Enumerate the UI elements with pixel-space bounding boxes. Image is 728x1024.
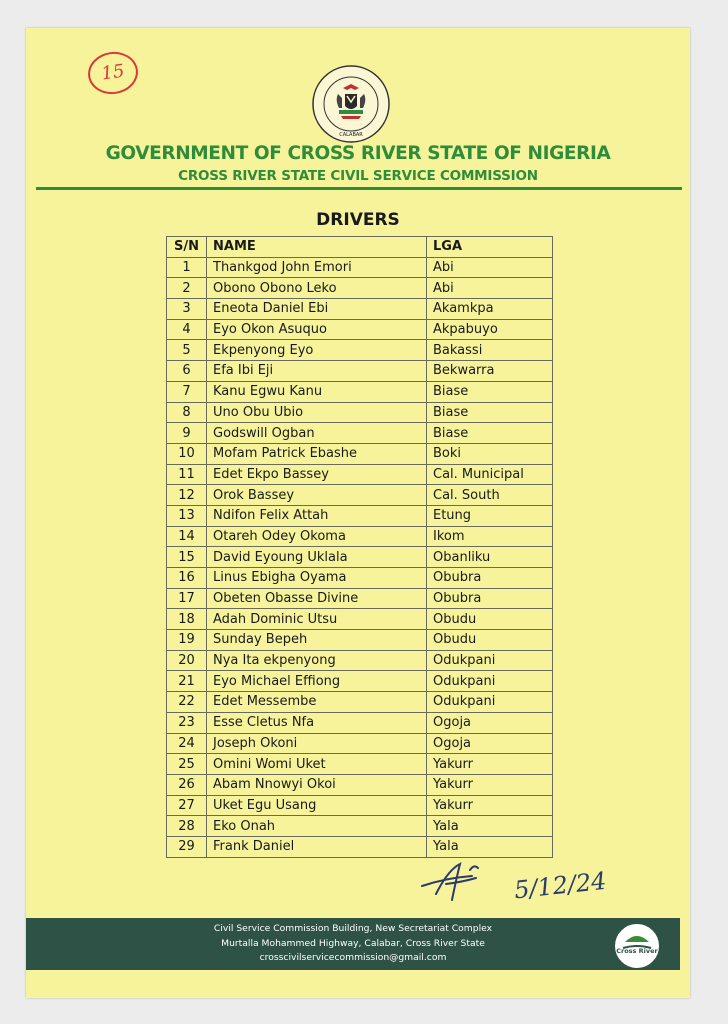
row-lga: Ogoja: [427, 733, 553, 754]
table-row: [167, 733, 553, 754]
row-name: Thankgod John Emori: [207, 257, 427, 278]
row-lga: Cal. Municipal: [427, 464, 553, 485]
table-row: [167, 361, 553, 382]
table-row: [167, 505, 553, 526]
row-name: Efa Ibi Eji: [207, 361, 427, 382]
table-row: [167, 423, 553, 444]
row-name: Eyo Okon Asuquo: [207, 319, 427, 340]
row-name: David Eyoung Uklala: [207, 547, 427, 568]
commission-title: CROSS RIVER STATE CIVIL SERVICE COMMISSION: [178, 168, 538, 184]
row-name: Abam Nnowyi Okoi: [207, 774, 427, 795]
table-title: DRIVERS: [316, 210, 400, 230]
row-sn: 19: [167, 630, 207, 651]
row-sn: 5: [167, 340, 207, 361]
row-name: Edet Messembe: [207, 692, 427, 713]
row-lga: Yala: [427, 836, 553, 857]
table-row: [167, 816, 553, 837]
row-sn: 11: [167, 464, 207, 485]
row-lga: Odukpani: [427, 671, 553, 692]
row-name: Otareh Odey Okoma: [207, 526, 427, 547]
row-lga: Abi: [427, 278, 553, 299]
row-name: Adah Dominic Utsu: [207, 609, 427, 630]
row-lga: Yakurr: [427, 754, 553, 775]
row-name: Ndifon Felix Attah: [207, 505, 427, 526]
row-sn: 14: [167, 526, 207, 547]
row-lga: Ogoja: [427, 712, 553, 733]
row-sn: 17: [167, 588, 207, 609]
row-lga: Obudu: [427, 609, 553, 630]
government-title: GOVERNMENT OF CROSS RIVER STATE OF NIGERIA: [105, 143, 611, 164]
drivers-table: [166, 236, 553, 858]
row-sn: 3: [167, 299, 207, 320]
row-lga: Boki: [427, 443, 553, 464]
table-row: [167, 319, 553, 340]
footer-address-line-2: Murtalla Mohammed Highway, Calabar, Cross River State: [221, 937, 485, 949]
row-sn: 9: [167, 423, 207, 444]
row-lga: Odukpani: [427, 650, 553, 671]
row-sn: 21: [167, 671, 207, 692]
table-row: [167, 712, 553, 733]
handwritten-signature: [416, 856, 616, 910]
column-header-sn: S/N: [167, 237, 207, 258]
table-row: [167, 671, 553, 692]
column-header-lga: LGA: [427, 237, 553, 258]
row-sn: 25: [167, 754, 207, 775]
row-sn: 12: [167, 485, 207, 506]
row-sn: 13: [167, 505, 207, 526]
row-sn: 18: [167, 609, 207, 630]
coat-of-arms-seal: [311, 64, 391, 144]
row-lga: Abi: [427, 257, 553, 278]
table-row: [167, 774, 553, 795]
row-name: Orok Bassey: [207, 485, 427, 506]
seal-caption: CALABAR: [339, 132, 363, 138]
column-header-name: NAME: [207, 237, 427, 258]
cross-river-logo-icon: [613, 922, 661, 970]
row-name: Frank Daniel: [207, 836, 427, 857]
row-lga: Akpabuyo: [427, 319, 553, 340]
footer-logo-text: Cross River: [616, 947, 658, 955]
row-lga: Obanliku: [427, 547, 553, 568]
row-lga: Bekwarra: [427, 361, 553, 382]
row-name: Uno Obu Ubio: [207, 402, 427, 423]
row-lga: Akamkpa: [427, 299, 553, 320]
table-row: [167, 278, 553, 299]
row-sn: 27: [167, 795, 207, 816]
table-row: [167, 526, 553, 547]
row-sn: 10: [167, 443, 207, 464]
row-sn: 4: [167, 319, 207, 340]
footer-address-line-1: Civil Service Commission Building, New Secretariat Complex: [213, 923, 493, 934]
table-row: [167, 650, 553, 671]
row-name: Eneota Daniel Ebi: [207, 299, 427, 320]
table-row: [167, 568, 553, 589]
row-sn: 28: [167, 816, 207, 837]
row-sn: 20: [167, 650, 207, 671]
table-row: [167, 630, 553, 651]
row-sn: 15: [167, 547, 207, 568]
heading-divider: [36, 187, 682, 190]
row-lga: Obubra: [427, 568, 553, 589]
table-row: [167, 485, 553, 506]
table-row: [167, 381, 553, 402]
signature-date: 5/12/24: [512, 866, 608, 905]
row-name: Uket Egu Usang: [207, 795, 427, 816]
row-name: Godswill Ogban: [207, 423, 427, 444]
row-name: Omini Womi Uket: [207, 754, 427, 775]
row-sn: 1: [167, 257, 207, 278]
table-row: [167, 795, 553, 816]
row-sn: 26: [167, 774, 207, 795]
footer-email: crosscivilservicecommission@gmail.com: [259, 952, 447, 963]
table-row: [167, 443, 553, 464]
row-sn: 22: [167, 692, 207, 713]
row-sn: 2: [167, 278, 207, 299]
row-lga: Obudu: [427, 630, 553, 651]
table-row: [167, 609, 553, 630]
table-row: [167, 588, 553, 609]
row-sn: 6: [167, 361, 207, 382]
row-lga: Biase: [427, 402, 553, 423]
row-lga: Ikom: [427, 526, 553, 547]
table-header-row: [167, 237, 553, 258]
row-name: Mofam Patrick Ebashe: [207, 443, 427, 464]
row-name: Obono Obono Leko: [207, 278, 427, 299]
row-lga: Odukpani: [427, 692, 553, 713]
row-lga: Cal. South: [427, 485, 553, 506]
row-name: Edet Ekpo Bassey: [207, 464, 427, 485]
row-name: Sunday Bepeh: [207, 630, 427, 651]
row-name: Joseph Okoni: [207, 733, 427, 754]
row-name: Esse Cletus Nfa: [207, 712, 427, 733]
row-lga: Yakurr: [427, 774, 553, 795]
page-number-mark: 15: [85, 49, 140, 98]
footer-band: [26, 918, 680, 970]
table-row: [167, 836, 553, 857]
row-lga: Bakassi: [427, 340, 553, 361]
table-row: [167, 257, 553, 278]
row-lga: Biase: [427, 381, 553, 402]
row-name: Linus Ebigha Oyama: [207, 568, 427, 589]
row-lga: Biase: [427, 423, 553, 444]
row-name: Eyo Michael Effiong: [207, 671, 427, 692]
row-lga: Etung: [427, 505, 553, 526]
table-row: [167, 692, 553, 713]
row-lga: Yala: [427, 816, 553, 837]
row-name: Nya Ita ekpenyong: [207, 650, 427, 671]
row-lga: Obubra: [427, 588, 553, 609]
row-sn: 8: [167, 402, 207, 423]
row-name: Obeten Obasse Divine: [207, 588, 427, 609]
row-sn: 16: [167, 568, 207, 589]
table-row: [167, 340, 553, 361]
table-row: [167, 547, 553, 568]
row-sn: 24: [167, 733, 207, 754]
row-sn: 29: [167, 836, 207, 857]
row-name: Ekpenyong Eyo: [207, 340, 427, 361]
row-name: Kanu Egwu Kanu: [207, 381, 427, 402]
row-sn: 7: [167, 381, 207, 402]
table-row: [167, 299, 553, 320]
row-name: Eko Onah: [207, 816, 427, 837]
row-lga: Yakurr: [427, 795, 553, 816]
table-row: [167, 754, 553, 775]
row-sn: 23: [167, 712, 207, 733]
table-row: [167, 402, 553, 423]
table-row: [167, 464, 553, 485]
